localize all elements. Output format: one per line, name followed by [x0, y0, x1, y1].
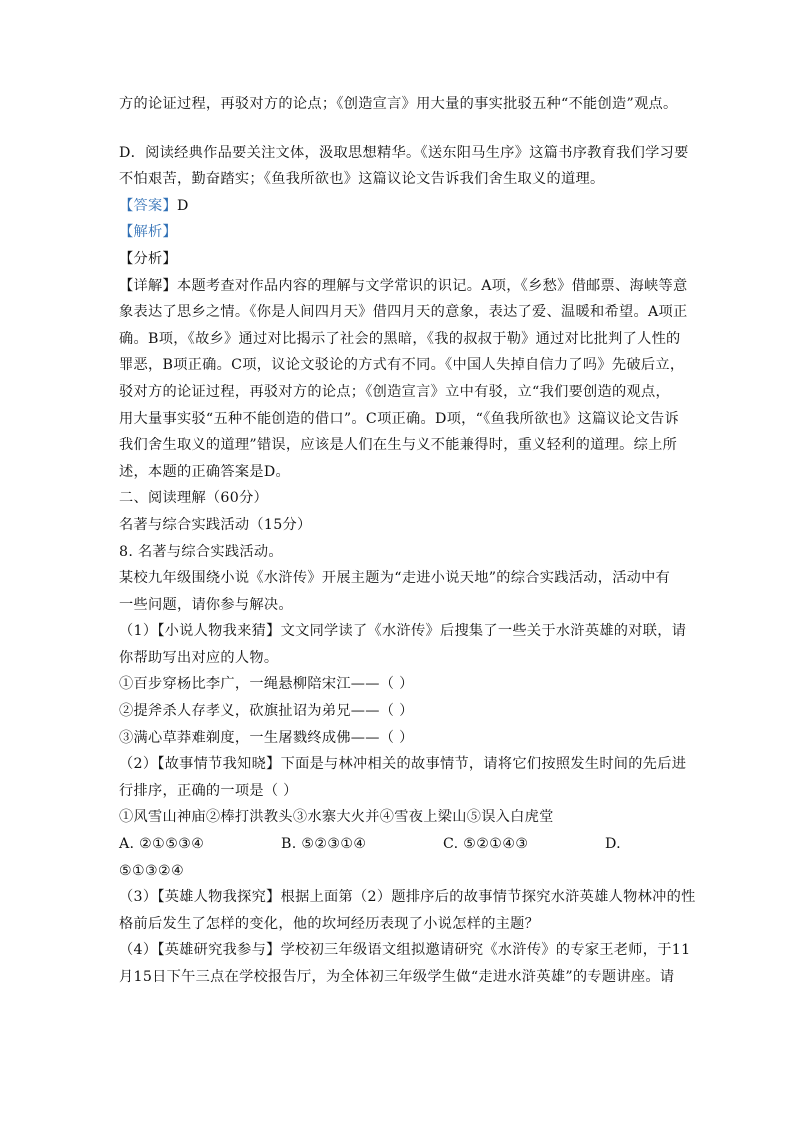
analysis-tag: 【解析】 — [119, 224, 177, 241]
option-d-line: D．阅读经典作品要关注文体，汲取思想精华。《送东阳马生序》这篇书序教育我们学习要 — [119, 144, 689, 161]
subquestion-1: 你帮助写出对应的人物。 — [119, 649, 279, 666]
choice-row — [119, 831, 679, 858]
subquestion-2: （2）【故事情节我知晓】下面是与林冲相关的故事情节，请将它们按照发生时间的先后进 — [119, 756, 687, 773]
intro-line: 某校九年级围绕小说《水浒传》开展主题为“走进小说天地”的综合实践活动，活动中有 — [119, 570, 671, 587]
couplet-3: ③满心草莽难剃度，一生屠戮终成佛——（ ） — [119, 729, 414, 746]
detail-line: 我们舍生取义的道理”错误，应该是人们在生与义不能兼得时，重义轻利的道理。综上所 — [119, 437, 678, 454]
answer-value: D — [176, 197, 189, 214]
choice-b: B. ⑤②③①④ — [281, 836, 367, 853]
couplet-1: ①百步穿杨比李广，一绳悬柳陪宋江——（ ） — [119, 676, 414, 693]
detail-tag: 【详解】 — [119, 277, 177, 294]
detail-line: 确。B项，《故乡》通过对比揭示了社会的黑暗，《我的叔叔于勒》通过对比批判了人性的 — [119, 330, 681, 347]
detail-line: 驳对方的论证过程，再驳对方的论点；《创造宣言》立中有驳，立“我们要创造的观点， — [119, 383, 670, 400]
detail-line: 罪恶，B项正确。C项，议论文驳论的方式有不同。《中国人失掉自信力了吗》先破后立， — [119, 357, 685, 374]
detail-line — [119, 273, 688, 300]
document-content — [119, 91, 696, 991]
intro-line: 一些问题，请你参与解决。 — [119, 596, 293, 613]
spacer — [119, 118, 679, 140]
subquestion-1: （1）【小说人物我来猜】文文同学读了《水浒传》后搜集了一些关于水浒英雄的对联，请 — [119, 623, 687, 640]
subquestion-3: 格前后发生了怎样的变化，他的坎坷经历表现了小说怎样的主题？ — [119, 915, 540, 932]
choice-c: C. ⑤②①④③ — [443, 836, 529, 853]
couplet-2: ②提斧杀人存孝义，砍旗扯诏为弟兄——（ ） — [119, 703, 414, 720]
question-title: 8. 名著与综合实践活动。 — [119, 543, 283, 560]
choice-a: A. ②①⑤③④ — [119, 836, 205, 853]
subquestion-3: （3）【英雄人物我探究】根据上面第（2）题排序后的故事情节探究水浒英雄人物林冲的性 — [119, 889, 696, 906]
choice-d-value: ⑤①③②④ — [119, 862, 185, 879]
detail-line: 述，本题的正确答案是D。 — [119, 463, 291, 480]
subquestion-4: （4）【英雄研究我参与】学校初三年级语文组拟邀请研究《水浒传》的专家王老师，于11 — [119, 942, 691, 959]
detail-text: 本题考查对作品内容的理解与文学常识的识记。A项，《乡愁》借邮票、海峡等意 — [176, 277, 688, 294]
fenxi-tag: 【分析】 — [119, 250, 177, 267]
option-d-line: 不怕艰苦，勤奋踏实；《鱼我所欲也》这篇议论文告诉我们舍生取义的道理。 — [119, 171, 605, 188]
answer-line — [119, 193, 679, 220]
event-list: ①风雪山神庙②棒打洪教头③水寨大火并④雪夜上梁山⑤误入白虎堂 — [119, 809, 554, 826]
detail-line: 象表达了思乡之情。《你是人间四月天》借四月天的意象，表达了爱、温暖和希望。A项正 — [119, 304, 688, 321]
choice-d: D. — [605, 836, 621, 853]
answer-tag: 【答案】 — [119, 197, 177, 214]
text-line: 方的论证过程，再驳对方的论点；《创造宣言》用大量的事实批驳五种“不能创造”观点。 — [119, 96, 678, 112]
subquestion-4: 月15日下午三点在学校报告厅，为全体初三年级学生做“走进水浒英雄”的专题讲座。请 — [119, 969, 675, 985]
subquestion-2: 行排序，正确的一项是（ ） — [119, 782, 298, 799]
detail-line: 用大量事实驳“五种不能创造的借口”。C项正确。D项，“《鱼我所欲也》这篇议论文告诉 — [119, 410, 679, 427]
section-heading: 二、阅读理解（60分） — [119, 490, 269, 507]
subsection-heading: 名著与综合实践活动（15分） — [119, 516, 312, 533]
